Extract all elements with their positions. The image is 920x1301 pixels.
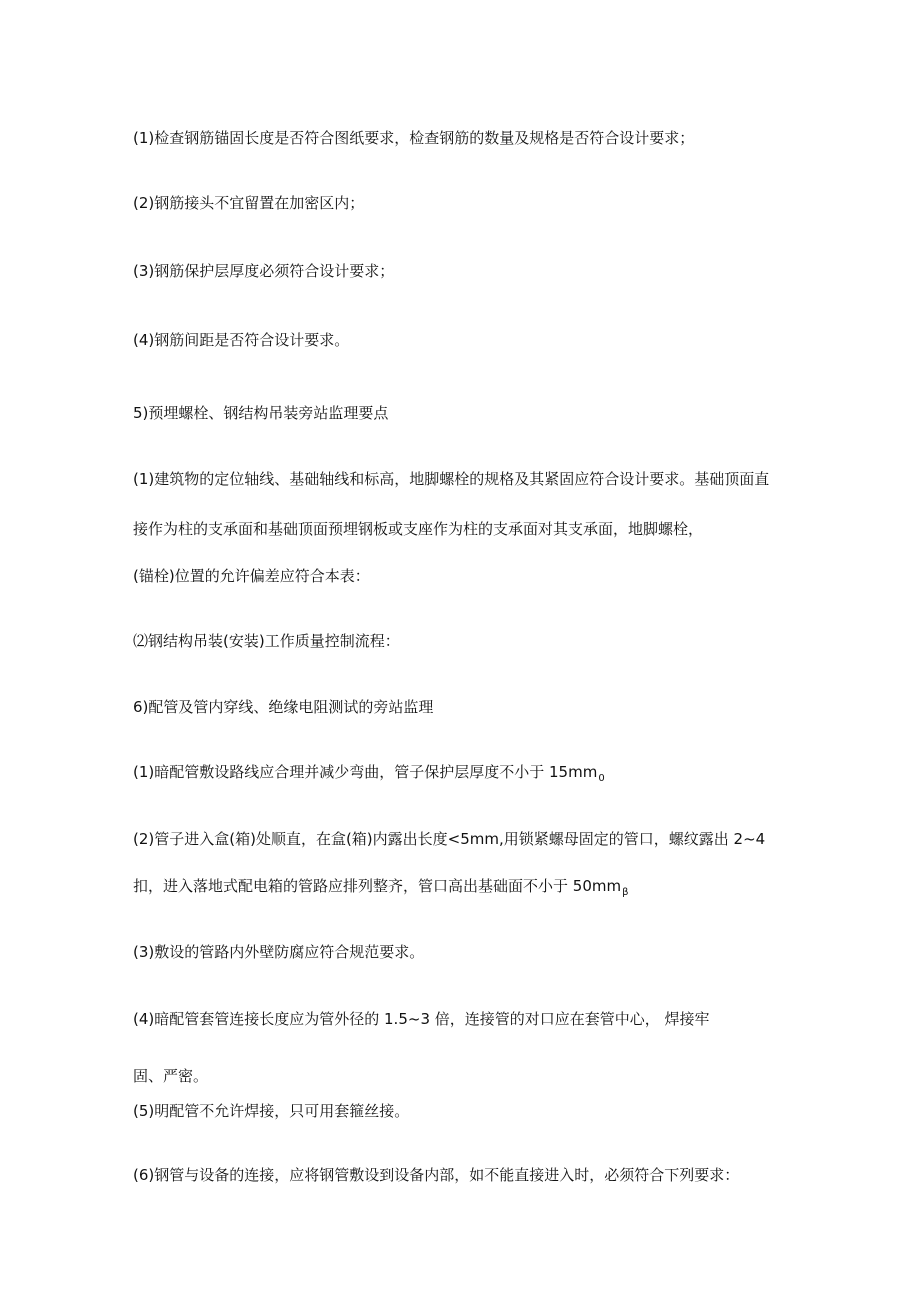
text-line: 接作为柱的支承面和基础顶面预埋钢板或支座作为柱的支承面对其支承面，地脚螺栓，	[133, 520, 704, 538]
text-line: (锚栓)位置的允许偏差应符合本表：	[133, 567, 370, 585]
text-line-with-subscript	[133, 762, 605, 785]
text-line: (1)建筑物的定位轴线、基础轴线和标高，地脚螺栓的规格及其紧固应符合设计要求。基础顶面直	[133, 470, 770, 488]
text-line: (4)暗配管套管连接长度应为管外径的 1.5~3 倍，连接管的对口应在套管中心， 焊接牢	[133, 1010, 710, 1028]
section-heading: 6)配管及管内穿线、绝缘电阻测试的旁站监理	[133, 698, 434, 716]
text-line: ⑵钢结构吊装(安装)工作质量控制流程：	[133, 632, 400, 650]
text-line: (3)敷设的管路内外壁防腐应符合规范要求。	[133, 943, 425, 961]
text-line: (3)钢筋保护层厚度必须符合设计要求；	[133, 262, 395, 280]
text-line: (1)暗配管敷设路线应合理并减少弯曲，管子保护层厚度不小于 15mm	[133, 763, 598, 781]
text-line: 固、严密。	[133, 1067, 209, 1085]
text-line: (2)钢筋接头不宜留置在加密区内；	[133, 194, 365, 212]
text-line-with-subscript	[133, 876, 628, 899]
section-heading: 5)预埋螺栓、钢结构吊装旁站监理要点	[133, 404, 389, 422]
subscript: β	[622, 887, 629, 898]
text-line: (6)钢管与设备的连接，应将钢管敷设到设备内部，如不能直接进入时，必须符合下列要求：	[133, 1166, 740, 1184]
subscript: 0	[598, 773, 605, 784]
text-line: (5)明配管不允许焊接，只可用套箍丝接。	[133, 1102, 410, 1120]
text-line: (4)钢筋间距是否符合设计要求。	[133, 331, 350, 349]
text-line: 扣，进入落地式配电箱的管路应排列整齐，管口高出基础面不小于 50mm	[133, 877, 622, 895]
text-line: (1)检查钢筋锚固长度是否符合图纸要求，检查钢筋的数量及规格是否符合设计要求；	[133, 129, 695, 147]
text-line: (2)管子进入盒(箱)处顺直，在盒(箱)内露出长度<5mm,用锁紧螺母固定的管口，螺纹露出 2~4	[133, 830, 766, 848]
